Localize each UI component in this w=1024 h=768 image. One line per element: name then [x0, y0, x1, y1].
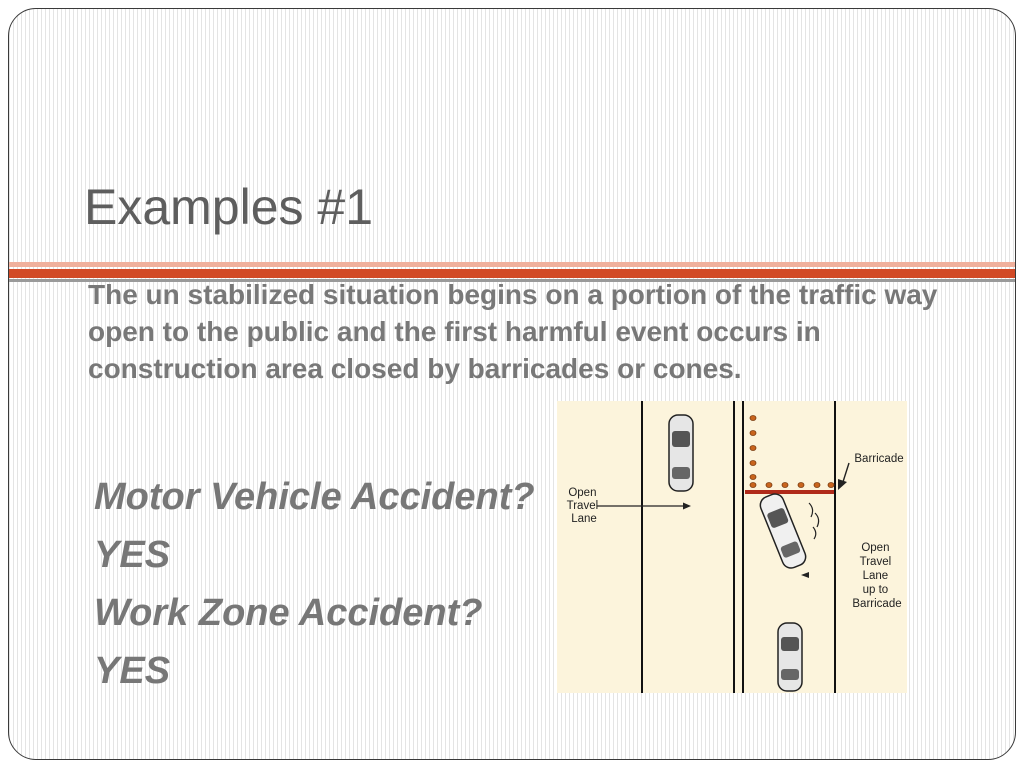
- question-work-zone-accident: Work Zone Accident?: [94, 592, 483, 634]
- barricade-label: Barricade: [854, 453, 904, 465]
- cone-column: [750, 416, 756, 480]
- skid-marks: [809, 503, 819, 539]
- accent-band-light: [9, 262, 1015, 267]
- car-icon-bottom: [778, 623, 802, 691]
- barricade: [745, 490, 834, 494]
- body-text: The un stabilized situation begins on a portion of the traffic way open to the public and the first harmful event occurs in construction area closed by barricades or cones.: [88, 279, 938, 384]
- slide-title: Examples #1: [84, 179, 374, 235]
- right-lane-label: Open Travel Lane up to Barricade: [852, 542, 902, 610]
- small-arrow-icon: [801, 572, 809, 578]
- car-icon-swerving: [758, 491, 809, 570]
- left-lane-arrow: [597, 503, 691, 510]
- work-zone-diagram: [557, 401, 907, 693]
- cone-row: [750, 483, 834, 488]
- car-icon-top: [669, 415, 693, 491]
- answer-work-zone-accident: YES: [94, 650, 171, 692]
- left-lane-label: Open Travel Lane: [566, 487, 599, 525]
- answer-motor-vehicle-accident: YES: [94, 534, 171, 576]
- barricade-pointer-arrow: [838, 463, 849, 490]
- question-motor-vehicle-accident: Motor Vehicle Accident?: [94, 476, 535, 518]
